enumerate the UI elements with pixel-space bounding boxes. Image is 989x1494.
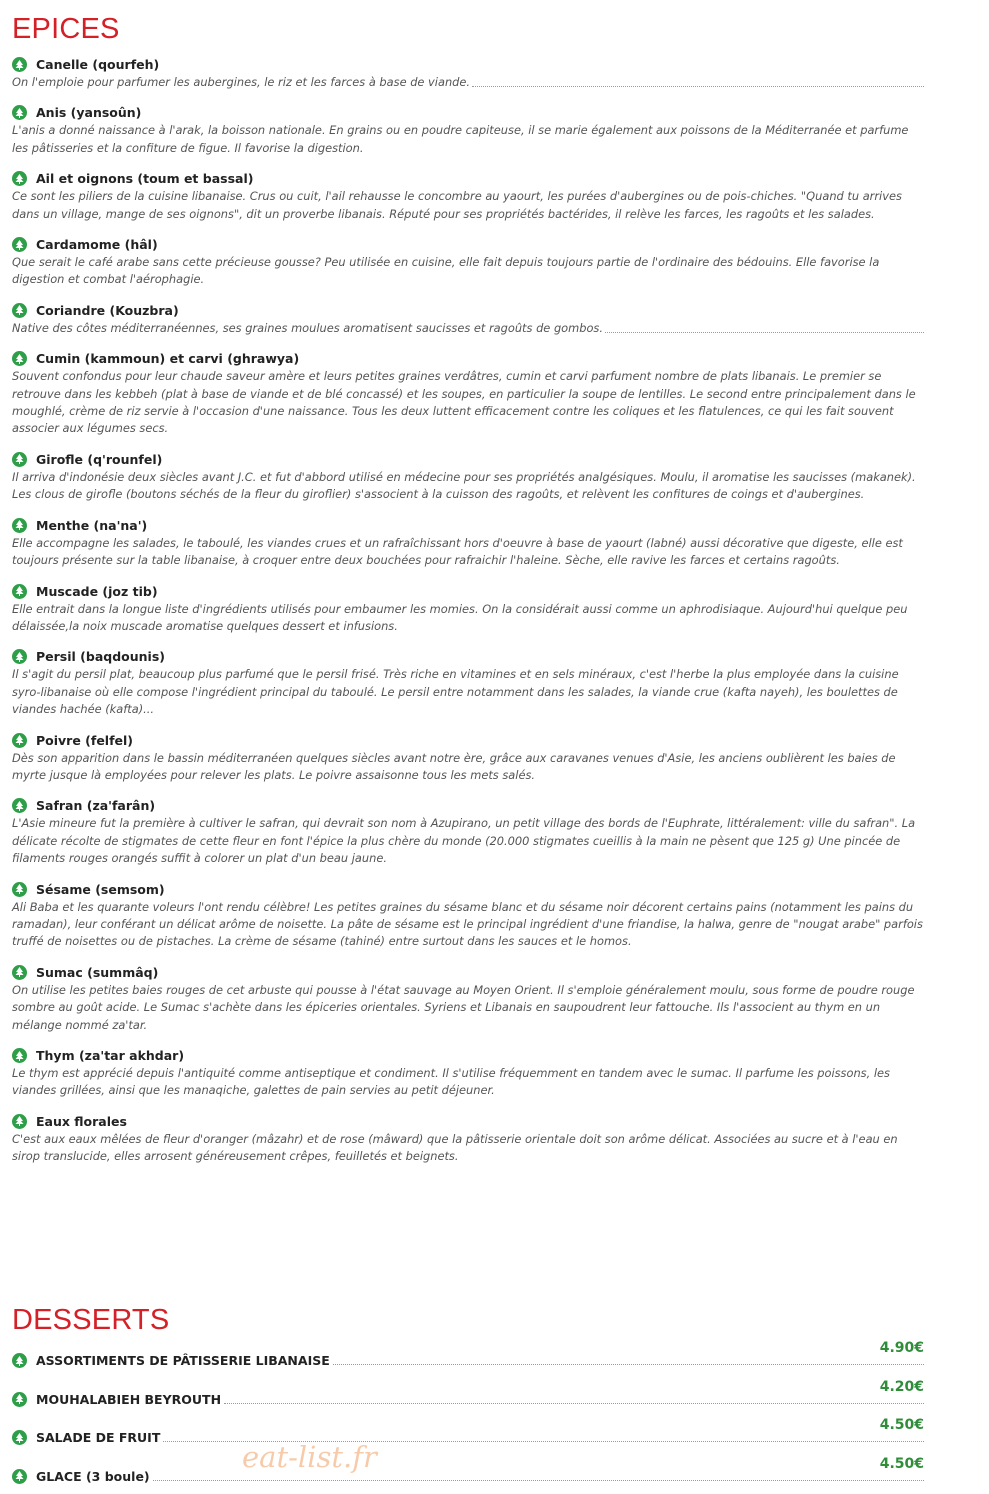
item-description: Native des côtes méditerranéennes, ses graines moulues aromatisent saucisses et ragoûts de gombos.: [12, 320, 603, 337]
item-price: 4.90€: [880, 1340, 924, 1356]
cedar-icon: [12, 1469, 27, 1484]
cedar-icon: [12, 171, 27, 186]
epices-title: EPICES: [12, 14, 120, 44]
item-name: Eaux florales: [36, 1114, 127, 1129]
item-name: Poivre (felfel): [36, 733, 133, 748]
item-description: On utilise les petites baies rouges de cet arbuste qui pousse à l'état sauvage au Moyen Orient. Il s'emploie généralement moulu, sous forme de poudre rouge sombre au goût acide. Le Sumac s'achète dans les épiceries orientales. Syriens et Libanais en saupoudrent leur fattouche. Ils l'associent au thym en un mélange nommé za'tar.: [12, 982, 924, 1034]
item-name: Coriandre (Kouzbra): [36, 303, 179, 318]
item-name: SALADE DE FRUIT: [36, 1430, 160, 1445]
list-item: [12, 648, 924, 718]
cedar-icon: [12, 237, 27, 252]
item-description: Il s'agit du persil plat, beaucoup plus parfumé que le persil frisé. Très riche en vitamines et en sels minéraux, c'est l'herbe la plus employée dans la cuisine syro-libanaise où elle compose l'ingrédient principal du taboulé. Le persil entre notamment dans les salades, la viande crue (kafta nayeh), les boulettes de viandes hachée (kafta)...: [12, 666, 924, 718]
cedar-icon: [12, 882, 27, 897]
list-item: [12, 350, 924, 438]
cedar-icon: [12, 798, 27, 813]
watermark: eat-list.fr: [242, 1440, 377, 1474]
item-name: MOUHALABIEH BEYROUTH: [36, 1392, 221, 1407]
list-item: [12, 517, 924, 570]
epices-list: [12, 56, 924, 1179]
list-item: [12, 56, 924, 91]
list-item: [12, 104, 924, 157]
item-name: Ail et oignons (toum et bassal): [36, 171, 253, 186]
item-description: Elle accompagne les salades, le taboulé, les viandes crues et un rafraîchissant hors d'oeuvre à base de yaourt (labné) aussi décorative que digeste, elle est toujours présente sur la table libanaise, à croquer entre deux bouchées pour rafraichir l'haleine. Sèche, elle ravive les farces et certains ragoûts.: [12, 535, 924, 570]
cedar-icon: [12, 105, 27, 120]
list-item: [12, 236, 924, 289]
cedar-icon: [12, 1430, 27, 1445]
list-item: [12, 964, 924, 1034]
cedar-icon: [12, 733, 27, 748]
list-item: [12, 797, 924, 867]
menu-item: [12, 1340, 924, 1379]
item-description: Que serait le café arabe sans cette précieuse gousse? Peu utilisée en cuisine, elle fait depuis toujours partie de l'ordinaire des bédouins. Elle favorise la digestion et combat l'aérophagie.: [12, 254, 924, 289]
list-item: [12, 170, 924, 223]
item-name: Sésame (semsom): [36, 882, 165, 897]
cedar-icon: [12, 452, 27, 467]
list-item: [12, 451, 924, 504]
item-name: Muscade (joz tib): [36, 584, 158, 599]
cedar-icon: [12, 1048, 27, 1063]
item-description: Dès son apparition dans le bassin méditerranéen quelques siècles avant notre ère, grâce aux caravanes venues d'Asie, les anciens oublièrent les baies de myrte jusque là employées pour relever les plats. Le poivre assaisonne tous les mets salés.: [12, 750, 924, 785]
dotted-leader: [605, 320, 924, 333]
list-item: [12, 583, 924, 636]
item-price: 4.50€: [880, 1417, 924, 1433]
item-name: Persil (baqdounis): [36, 649, 165, 664]
cedar-icon: [12, 57, 27, 72]
item-name: Sumac (summâq): [36, 965, 158, 980]
cedar-icon: [12, 1353, 27, 1368]
item-name: Cardamome (hâl): [36, 237, 158, 252]
cedar-icon: [12, 351, 27, 366]
item-name: Anis (yansoûn): [36, 105, 141, 120]
item-name: Menthe (na'na'): [36, 518, 147, 533]
cedar-icon: [12, 303, 27, 318]
cedar-icon: [12, 1114, 27, 1129]
menu-item: [12, 1417, 924, 1456]
dotted-leader: [472, 74, 924, 87]
menu-item: [12, 1456, 924, 1494]
item-description: L'anis a donné naissance à l'arak, la boisson nationale. En grains ou en poudre capiteuse, il se marie également aux poissons de la Méditerranée et parfume les pâtisseries et la confiture de figue. Il favorise la digestion.: [12, 122, 924, 157]
item-price: 4.20€: [880, 1379, 924, 1395]
cedar-icon: [12, 1392, 27, 1407]
item-name: Cumin (kammoun) et carvi (ghrawya): [36, 351, 299, 366]
dotted-leader: [224, 1403, 924, 1404]
item-description: On l'emploie pour parfumer les aubergines, le riz et les farces à base de viande.: [12, 74, 470, 91]
item-name: Thym (za'tar akhdar): [36, 1048, 184, 1063]
list-item: [12, 732, 924, 785]
item-description: Elle entrait dans la longue liste d'ingrédients utilisés pour embaumer les momies. On la considérait aussi comme un aphrodisiaque. Aujourd'hui quelque peu délaissée,la noix muscade aromatise quelques dessert et infusions.: [12, 601, 924, 636]
cedar-icon: [12, 584, 27, 599]
list-item: [12, 1047, 924, 1100]
desserts-title: DESSERTS: [12, 1305, 169, 1335]
menu-item: [12, 1379, 924, 1418]
item-description: Souvent confondus pour leur chaude saveur amère et leurs petites graines verdâtres, cumin et carvi parfument nombre de plats libanais. Le premier se retrouve dans les kebbeh (plat à base de viande et de blé concassé) et les soupes, en particulier la soupe de lentilles. Le second entre principalement dans le moughlé, crème de riz servie à l'occasion d'une naissance. Tous les deux luttent efficacement contre les coliques et les flatulences, ce qui les fait souvent associer aux légumes secs.: [12, 368, 924, 438]
dotted-leader: [153, 1480, 924, 1481]
list-item: [12, 881, 924, 951]
item-name: Canelle (qourfeh): [36, 57, 159, 72]
cedar-icon: [12, 649, 27, 664]
item-name: Girofle (q'rounfel): [36, 452, 162, 467]
item-description: C'est aux eaux mêlées de fleur d'oranger (mâzahr) et de rose (mâward) que la pâtisserie orientale doit son arôme délicat. Associées au sucre et à l'eau en sirop translucide, elles arrosent généreusement crêpes, feuilletés et beignets.: [12, 1131, 924, 1166]
item-name: Safran (za'farân): [36, 798, 155, 813]
list-item: [12, 302, 924, 337]
item-description: Ce sont les piliers de la cuisine libanaise. Crus ou cuit, l'ail rehausse le concombre au yaourt, les purées d'aubergines ou de pois-chiches. "Quand tu arrives dans un village, mange de ses oignons", dit un proverbe libanais. Réputé pour ses propriétés bactérides, il relève les farces, les ragoûts et les salades.: [12, 188, 924, 223]
dotted-leader: [333, 1364, 924, 1365]
item-description: Il arriva d'indonésie deux siècles avant J.C. et fut d'abbord utilisé en médecine pour ses propriétés analgésiques. Moulu, il aromatise les saucisses (makanek). Les clous de girofle (boutons séchés de la fleur du giroflier) s'associent à la cuisson des ragoûts, et relèvent les confitures de coings et d'aubergines.: [12, 469, 924, 504]
item-description: Le thym est apprécié depuis l'antiquité comme antiseptique et condiment. Il s'utilise fréquemment en tandem avec le sumac. Il parfume les poissons, les viandes grillées, ainsi que les manaqiche, galettes de pain servies au petit déjeuner.: [12, 1065, 924, 1100]
item-name: GLACE (3 boule): [36, 1469, 150, 1484]
item-description: Ali Baba et les quarante voleurs l'ont rendu célèbre! Les petites graines du sésame blanc et du sésame noir décorent certains pains (notamment les pains du ramadan), leur conférant un délicat arôme de noisette. La pâte de sésame est le principal ingrédient d'une friandise, la halwa, genre de "nougat arabe" parfois truffé de noisettes ou de pistaches. La crème de sésame (tahiné) entre surtout dans les sauces et le homos.: [12, 899, 924, 951]
list-item: [12, 1113, 924, 1166]
cedar-icon: [12, 518, 27, 533]
item-price: 4.50€: [880, 1456, 924, 1472]
item-name: ASSORTIMENTS DE PÂTISSERIE LIBANAISE: [36, 1353, 330, 1368]
desserts-list: [12, 1340, 924, 1494]
cedar-icon: [12, 965, 27, 980]
item-description: L'Asie mineure fut la première à cultiver le safran, qui devrait son nom à Azupirano, un petit village des bords de l'Euphrate, littéralement: ville du safran". La délicate récolte de stigmates de cette fleur en font l'épice la plus chère du monde (20.000 stigmates cueillis à la main ne pèsent que 125 g) Une pincée de filaments rouges orangés suffit à colorer un plat d'un beau jaune.: [12, 815, 924, 867]
